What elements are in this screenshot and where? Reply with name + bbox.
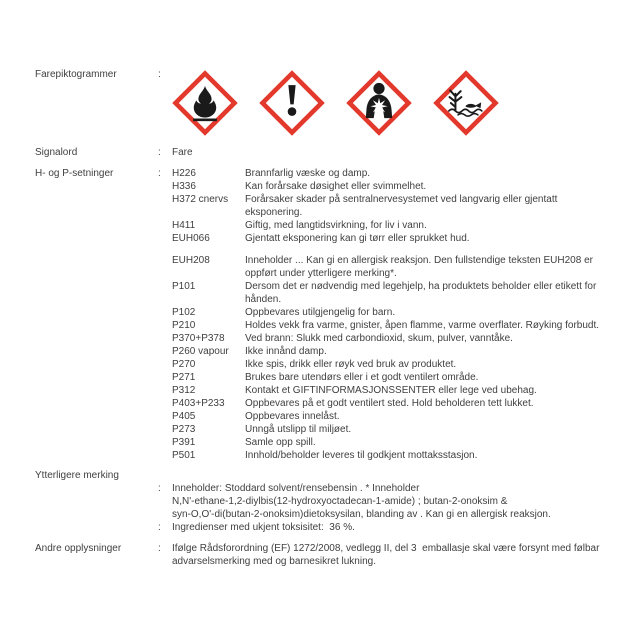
statement-code: P312 <box>172 385 196 396</box>
statement-row <box>172 319 616 332</box>
statement-code: P102 <box>172 307 196 318</box>
statement-text: Brukes bare utendørs eller i et godt ventilert område. <box>245 372 479 383</box>
statement-row <box>172 345 616 358</box>
statements-section <box>35 167 616 462</box>
statement-row <box>172 436 616 449</box>
statement-text: Kontakt et GIFTINFORMASJONSSENTER eller lege ved ubehag. <box>245 385 537 396</box>
colon: : <box>158 483 161 494</box>
statement-text: Oppbevares utilgjengelig for barn. <box>245 307 396 318</box>
statement-code: P101 <box>172 281 196 292</box>
statement-text: Giftig, med langtidsvirkning, for liv i vann. <box>245 220 427 231</box>
statement-text: Dersom det er nødvendig med legehjelp, ha produktets beholder eller etikett for hånden. <box>245 281 597 305</box>
statement-row <box>172 449 616 462</box>
statement-code: EUH208 <box>172 255 210 266</box>
statement-text: Oppbevares på et godt ventilert sted. Hold beholderen tett lukket. <box>245 398 534 409</box>
additional-labeling-item: Ingredienser med ukjent toksisitet: 36 %. <box>172 522 355 533</box>
statement-row <box>172 232 616 245</box>
statement-row <box>172 219 616 232</box>
colon: : <box>158 168 161 179</box>
statement-row <box>172 371 616 384</box>
statement-row <box>172 423 616 436</box>
statement-code: P270 <box>172 359 196 370</box>
diamond-border <box>437 74 496 133</box>
hazard-pictograms-section <box>35 68 616 136</box>
statements-label: H- og P-setninger <box>35 168 114 179</box>
statement-text: Ikke spis, drikk eller røyk ved bruk av produktet. <box>245 359 457 370</box>
statement-text: Ikke innånd damp. <box>245 346 327 357</box>
statement-code: P271 <box>172 372 196 383</box>
statement-row <box>172 384 616 397</box>
statement-text: Holdes vekk fra varme, gnister, åpen flamme, varme overflater. Røyking forbudt. <box>245 320 600 331</box>
statement-code: P210 <box>172 320 196 331</box>
statement-code: H336 <box>172 181 196 192</box>
statement-text: Forårsaker skader på sentralnervesystemet ved langvarig eller gjentatt eksponering. <box>245 194 558 218</box>
colon: : <box>158 543 161 554</box>
statement-code: P260 vapour <box>172 346 229 357</box>
other-information-label: Andre opplysninger <box>35 543 122 554</box>
additional-labeling-item: Inneholder: Stoddard solvent/rensebensin . * Inneholder N,N'-ethane-1,2-diylbis(12-hydroxyoctadecan-1-amide) ; butan-2-onoksim & syn-O,O'-di(butan-2-onoksim)dietoksysilan, blanding av . Kan gi en allergisk reaksjon. <box>172 483 551 520</box>
statement-text: Innhold/beholder leveres til godkjent mottaksstasjon. <box>245 450 478 461</box>
statement-row <box>172 410 616 423</box>
statement-text: Oppbevares innelåst. <box>245 411 340 422</box>
signal-word-value: Fare <box>172 147 193 158</box>
pictograms-label: Farepiktogrammer <box>35 69 117 80</box>
colon: : <box>158 69 161 80</box>
statement-code: P405 <box>172 411 196 422</box>
statement-code: P370+P378 <box>172 333 225 344</box>
statement-row <box>172 180 616 193</box>
pictogram-strip <box>172 70 616 136</box>
other-information-section <box>35 542 616 568</box>
statement-code: H411 <box>172 220 196 231</box>
statement-row <box>172 332 616 345</box>
statement-text: Samle opp spill. <box>245 437 316 448</box>
statement-code: P391 <box>172 437 196 448</box>
environment-pictogram-icon <box>433 70 499 136</box>
additional-labeling-label: Ytterligere merking <box>35 470 119 481</box>
statement-code: P501 <box>172 450 196 461</box>
statement-code: H226 <box>172 168 196 179</box>
statement-code: P403+P233 <box>172 398 225 409</box>
statement-row <box>172 167 616 180</box>
signal-word-section <box>35 146 616 159</box>
exclamation-mark-pictogram-icon <box>259 70 325 136</box>
statement-row <box>172 397 616 410</box>
statement-text: Ved brann: Slukk med carbondioxid, skum, pulver, vanntåke. <box>245 333 513 344</box>
statements-list <box>172 167 616 462</box>
statement-text: Brannfarlig væske og damp. <box>245 168 371 179</box>
statement-text: Inneholder ... Kan gi en allergisk reaksjon. Den fullstendige teksten EUH208 er oppført under ytterligere merking*. <box>245 255 593 279</box>
additional-labeling-section <box>35 469 616 534</box>
statement-row <box>172 358 616 371</box>
statement-row <box>172 254 616 280</box>
colon: : <box>158 522 161 533</box>
statement-row <box>172 193 616 219</box>
health-hazard-pictogram-icon <box>346 70 412 136</box>
statement-row <box>172 280 616 306</box>
statement-text: Unngå utslipp til miljøet. <box>245 424 352 435</box>
statement-code: H372 cnervs <box>172 194 229 205</box>
flame-pictogram-icon <box>172 70 238 136</box>
statement-code: EUH066 <box>172 233 210 244</box>
other-information-text: Ifølge Rådsforordning (EF) 1272/2008, vedlegg II, del 3 emballasje skal være forsynt med følbar advarselsmerking med og barnesikret lukning. <box>172 543 600 567</box>
colon: : <box>158 147 161 158</box>
statement-text: Kan forårsake døsighet eller svimmelhet. <box>245 181 427 192</box>
statement-row <box>172 306 616 319</box>
statement-text: Gjentatt eksponering kan gi tørr eller sprukket hud. <box>245 233 470 244</box>
statement-code: P273 <box>172 424 196 435</box>
signal-word-label: Signalord <box>35 147 78 158</box>
